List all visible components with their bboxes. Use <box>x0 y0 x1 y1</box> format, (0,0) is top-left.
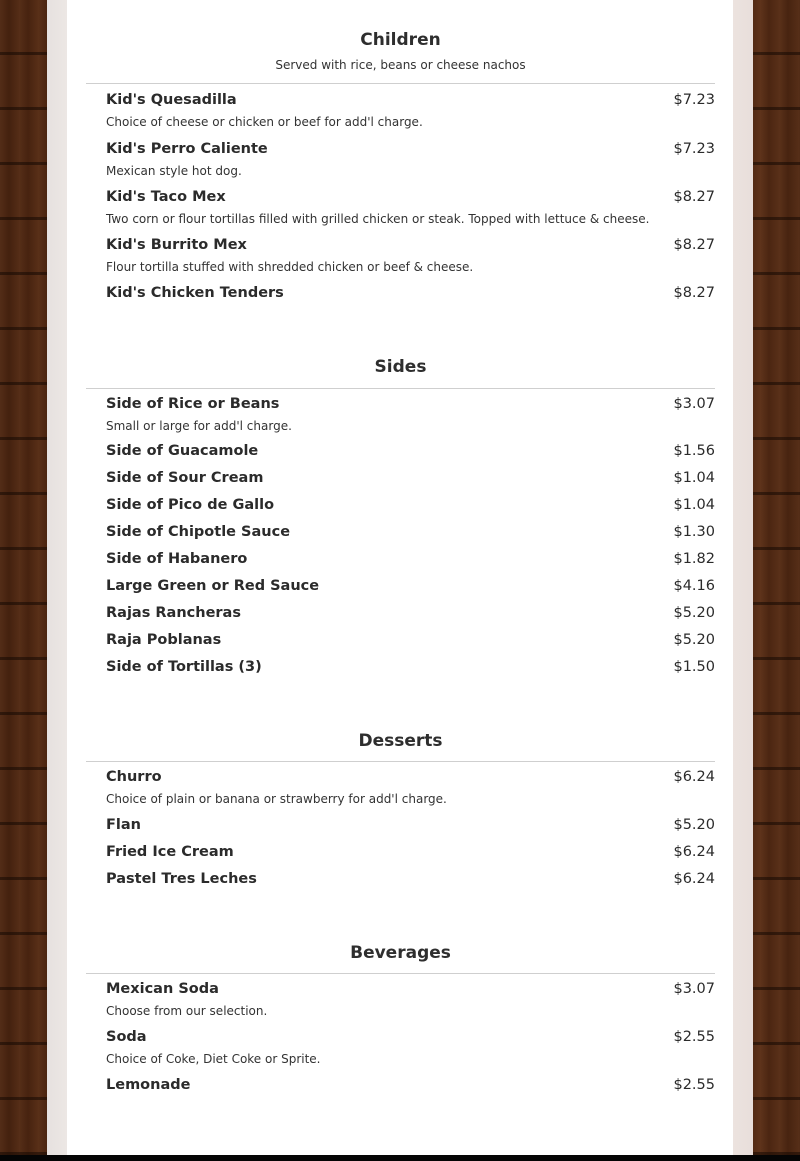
menu-section-beverages <box>86 943 715 1093</box>
menu-item[interactable] <box>86 470 715 486</box>
item-price: $5.20 <box>673 817 715 833</box>
item-price: $7.23 <box>673 92 715 108</box>
section-subtitle: Served with rice, beans or cheese nachos <box>275 58 526 72</box>
item-price: $1.56 <box>673 443 715 459</box>
item-price: $6.24 <box>673 844 715 860</box>
item-description: Choice of cheese or chicken or beef for add'l charge. <box>106 115 423 129</box>
menu-item[interactable] <box>86 871 715 887</box>
item-name: Fried Ice Cream <box>106 844 234 860</box>
item-name: Kid's Chicken Tenders <box>106 285 284 301</box>
item-name: Side of Chipotle Sauce <box>106 524 291 540</box>
section-divider <box>86 761 715 762</box>
menu-item[interactable] <box>86 844 715 860</box>
item-price: $6.24 <box>673 871 715 887</box>
item-description: Small or large for add'l charge. <box>106 419 292 433</box>
item-price: $3.07 <box>673 981 715 997</box>
item-price: $2.55 <box>673 1029 715 1045</box>
menu-item[interactable] <box>86 659 715 675</box>
menu-section-children <box>86 0 715 301</box>
item-name: Side of Habanero <box>106 551 248 567</box>
item-price: $3.07 <box>673 396 715 412</box>
menu-item[interactable] <box>86 237 715 274</box>
item-price: $1.04 <box>673 470 715 486</box>
item-description: Choice of plain or banana or strawberry for add'l charge. <box>106 792 447 806</box>
section-title: Beverages <box>350 943 451 963</box>
menu-content <box>86 0 715 1093</box>
menu-item[interactable] <box>86 578 715 594</box>
menu-item[interactable] <box>86 551 715 567</box>
item-name: Lemonade <box>106 1077 191 1093</box>
item-description: Two corn or flour tortillas filled with grilled chicken or steak. Topped with lettuce & cheese. <box>106 212 650 226</box>
item-name: Side of Guacamole <box>106 443 259 459</box>
menu-item[interactable] <box>86 632 715 648</box>
item-price: $8.27 <box>673 285 715 301</box>
item-description: Mexican style hot dog. <box>106 164 242 178</box>
menu-item[interactable] <box>86 605 715 621</box>
menu-item[interactable] <box>86 497 715 513</box>
menu-item[interactable] <box>86 285 715 301</box>
item-name: Side of Pico de Gallo <box>106 497 275 513</box>
item-name: Side of Tortillas (3) <box>106 659 262 675</box>
menu-item[interactable] <box>86 524 715 540</box>
section-divider <box>86 83 715 84</box>
item-name: Large Green or Red Sauce <box>106 578 320 594</box>
item-price: $1.50 <box>673 659 715 675</box>
bottom-edge <box>0 1155 800 1161</box>
menu-section-sides <box>86 357 715 675</box>
item-name: Kid's Burrito Mex <box>106 237 247 253</box>
item-price: $1.82 <box>673 551 715 567</box>
item-name: Raja Poblanas <box>106 632 222 648</box>
section-divider <box>86 388 715 389</box>
menu-item[interactable] <box>86 981 715 1018</box>
item-price: $8.27 <box>673 237 715 253</box>
item-price: $8.27 <box>673 189 715 205</box>
item-name: Soda <box>106 1029 147 1045</box>
menu-item[interactable] <box>86 189 715 226</box>
item-description: Choose from our selection. <box>106 1004 268 1018</box>
item-description: Flour tortilla stuffed with shredded chicken or beef & cheese. <box>106 260 474 274</box>
item-price: $7.23 <box>673 141 715 157</box>
item-name: Kid's Quesadilla <box>106 92 237 108</box>
item-price: $6.24 <box>673 769 715 785</box>
menu-item[interactable] <box>86 443 715 459</box>
item-name: Pastel Tres Leches <box>106 871 257 887</box>
item-name: Churro <box>106 769 162 785</box>
item-price: $1.30 <box>673 524 715 540</box>
section-divider <box>86 973 715 974</box>
item-name: Rajas Rancheras <box>106 605 241 621</box>
menu-item[interactable] <box>86 141 715 178</box>
item-price: $5.20 <box>673 605 715 621</box>
item-name: Mexican Soda <box>106 981 219 997</box>
menu-item[interactable] <box>86 817 715 833</box>
section-title: Children <box>360 30 441 50</box>
item-price: $1.04 <box>673 497 715 513</box>
menu-item[interactable] <box>86 92 715 129</box>
menu-item[interactable] <box>86 396 715 433</box>
item-name: Side of Sour Cream <box>106 470 264 486</box>
item-name: Flan <box>106 817 141 833</box>
item-name: Kid's Taco Mex <box>106 189 226 205</box>
menu-section-desserts <box>86 731 715 887</box>
item-description: Choice of Coke, Diet Coke or Sprite. <box>106 1052 321 1066</box>
item-price: $5.20 <box>673 632 715 648</box>
menu-item[interactable] <box>86 769 715 806</box>
item-name: Side of Rice or Beans <box>106 396 280 412</box>
menu-item[interactable] <box>86 1029 715 1066</box>
menu-item[interactable] <box>86 1077 715 1093</box>
item-price: $4.16 <box>673 578 715 594</box>
section-title: Desserts <box>358 731 443 751</box>
item-price: $2.55 <box>673 1077 715 1093</box>
item-name: Kid's Perro Caliente <box>106 141 268 157</box>
section-title: Sides <box>374 357 427 377</box>
